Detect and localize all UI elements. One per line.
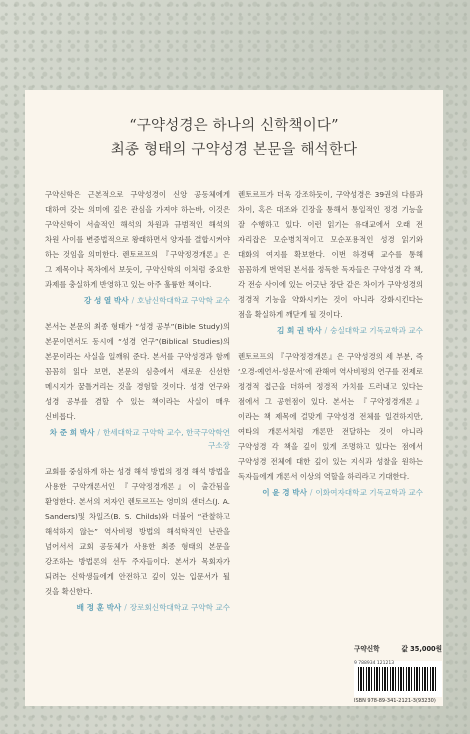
endorser-name: 차 준 희 박사: [49, 428, 95, 437]
endorsement: [238, 187, 423, 337]
headline-subtitle: 최종 형태의 구약성경 본문을 해석한다: [110, 142, 358, 158]
barcode: [354, 661, 442, 697]
endorser-signature: 차 준 희 박사 / 한세대학교 구약학 교수, 한국구약학연구소장: [49, 428, 230, 450]
book-category: 구약신학: [354, 645, 380, 653]
endorser-signature: 강 성 열 박사 / 호남신학대학교 구약학 교수: [83, 296, 230, 305]
endorser-name: 김 회 권 박사: [276, 326, 322, 335]
category-price-row: [354, 643, 442, 653]
endorser-affiliation: 호남신학대학교 구약학 교수: [137, 296, 230, 305]
endorser-affiliation: 숭실대학교 기독교학과 교수: [330, 326, 423, 335]
endorser-signature: 이 윤 경 박사 / 이화여자대학교 기독교학과 교수: [262, 488, 423, 497]
book-price: 값 35,000원: [401, 645, 442, 653]
barcode-bars: [358, 667, 438, 691]
endorser-name: 이 윤 경 박사: [262, 488, 307, 497]
isbn-text: ISBN 978-89-341-2121-3(93230): [354, 698, 436, 704]
endorsement: [238, 349, 423, 499]
endorsement-text: 구약신학은 근본적으로 구약성경이 신앙 공동체에게 대하여 갖는 의미에 깊은 관심을 가져야 하는바, 이것은 구약신학이 서술적인 해석의 차원과 규범적인 해석의 차원 사이를 변증법적으로 왕래하면서 양자를 결합시켜야 하는 것임을 의미한다. 렌토르프의 『구약정경개론』은 그 제목이나 목차에서 보듯이, 구약신학의 이처럼 중요한 과제를 충실하게 반영하고 있는 아주 훌륭한 책이다.: [45, 190, 230, 289]
endorser-name: 배 정 훈 박사: [76, 603, 122, 612]
endorsement: [45, 464, 230, 614]
endorsement-text: 본서는 본문의 최종 형태가 “성경 공부”(Bible Study)의 본문이면서도 동시에 “성경 연구”(Biblical Studies)의 본문이라는 사실을 일깨워 준다. 본서를 구약성경과 함께 꼼꼼히 읽다 보면, 본문의 심층에서 새로운 신선한 메시지가 꿈틀거리는 것을 경험할 것이다. 성경 연구와 성경 공부를 겸할 수 있는 책이라는 사실이 매우 신비롭다.: [45, 322, 230, 421]
content-panel: [25, 90, 443, 706]
endorser-affiliation: 이화여자대학교 기독교학과 교수: [315, 488, 423, 497]
endorsement-text: 렌토르프의 『구약정경개론』은 구약성경의 세 부분, 즉 ‘오경-예언서-성문서’에 관해여 역사비평의 연구를 전제로 정경적 접근을 더하여 정경적 가치를 드러내고 있다는 점에서 그 공헌점이 있다. 본서는 『구약정경개론』이라는 책 제목에 걸맞게 구약성경 전체를 일견하지만, 여타의 개론서처럼 개론만 전달하는 것이 아니라 구약성경 각 책을 깊이 있게 조명하고 있다는 점에서 구약성경 전체에 대한 깊이 있는 지식과 성찰을 원하는 독자들에게 개론서 이상의 역할을 하리라고 기대한다.: [238, 352, 423, 481]
endorser-affiliation: 장로회신학대학교 구약학 교수: [129, 603, 230, 612]
headline-quote: “구약성경은 하나의 신학책이다”: [129, 118, 339, 134]
left-column: [45, 187, 230, 626]
endorser-signature: 김 회 권 박사 / 숭실대학교 기독교학과 교수: [276, 326, 423, 335]
endorsement: [45, 187, 230, 307]
endorsement: [45, 319, 230, 452]
barcode-digits: 9 788934 121213: [354, 661, 395, 666]
endorser-signature: 배 정 훈 박사 / 장로회신학대학교 구약학 교수: [76, 603, 230, 612]
endorser-name: 강 성 열 박사: [83, 296, 129, 305]
endorser-affiliation: 한세대학교 구약학 교수, 한국구약학연구소장: [102, 428, 230, 450]
price-barcode-block: [354, 643, 442, 704]
endorsement-text: 렌토르프가 더욱 강조하듯이, 구약성경은 39권의 다름과 차이, 혹은 대조와 긴장을 통해서 통일적인 정경 기능을 잘 수행하고 있다. 이런 읽기는 유대교에서 오래 전 자리잡은 모순병치적이고 모순포용적인 성경 읽기와 대화의 여지를 확보한다. 이번 하경택 교수를 통해 꼼꼼하게 번역된 본서를 정독한 독자들은 구약성경 각 책, 각 전승 사이에 있는 어긋난 장단 같은 차이가 구약성경의 정경적 기능을 약화시키는 것이 아니라 강화시킨다는 점을 확실하게 깨닫게 될 것이다.: [238, 190, 423, 319]
endorsement-text: 교회를 중심하게 하는 성경 해석 방법의 정경 해석 방법을 사용한 구약개론서인 『구약정경개론』이 출간됨을 환영한다. 본서의 저자인 렌토르프는 영미의 샌더스(J. A. Sanders)및 차일즈(B. S. Childs)와 더불어 “관찰하고 해석하지 않는” 역사비평 방법의 해석학적인 난관을 넘어서서 교회 공동체가 사용한 최종 형태의 본문을 강조하는 방법론의 선두 주자들이다. 본서가 목회자가 되려는 신학생들에게 안전하고 깊이 있는 입문서가 될 것을 확신한다.: [45, 467, 230, 596]
right-column: [238, 187, 423, 511]
